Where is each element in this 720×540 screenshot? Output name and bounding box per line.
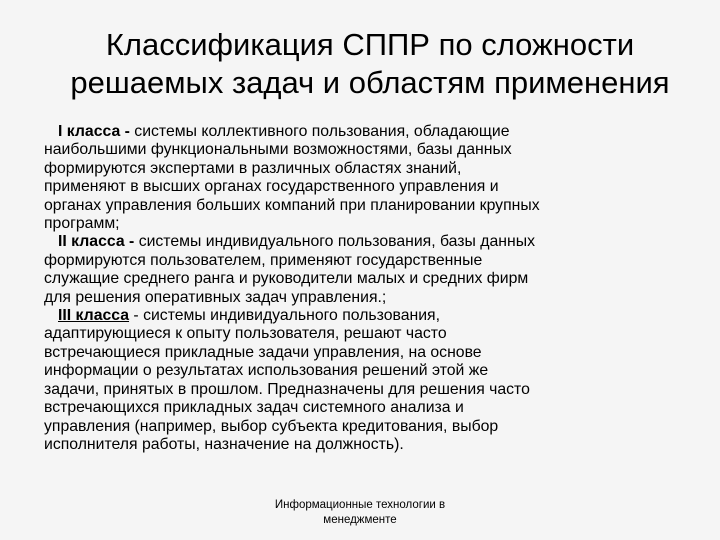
class-2-label: II класса	[58, 233, 125, 251]
class-2-text-line: системы индивидуального пользования, базы данных	[138, 233, 535, 251]
class-2-first-line	[44, 233, 704, 251]
class-1-separator: -	[120, 123, 135, 140]
class-3-separator: -	[129, 307, 144, 325]
class-3-text-line: системы индивидуального пользования,	[143, 307, 441, 325]
class-3-text-line: исполнителя работы, назначение на должность).	[44, 435, 404, 453]
footer-line-1: Информационные технологии в	[274, 499, 446, 511]
class-1-text-line: применяют в высших органах государственного управления и	[44, 178, 499, 196]
class-3-text-line: адаптирующиеся к опыту пользователя, решают часто	[44, 325, 447, 343]
class-1-text-line: формируются экспертами в различных областях знаний,	[44, 159, 462, 177]
class-3-text-line: задачи, принятых в прошлом. Предназначены для решения часто	[44, 380, 530, 398]
class-3-label: III класса	[58, 307, 130, 325]
class-3-text-line: управления (например, выбор субъекта кредитования, выбор	[44, 417, 499, 435]
class-2-text-line: для решения оперативных задач управления.;	[44, 288, 387, 306]
slide-body	[44, 123, 704, 454]
class-3-paragraph	[44, 307, 704, 454]
slide-title-line-1: Классификация СППР по сложности	[105, 27, 635, 62]
class-3-first-line	[44, 307, 704, 325]
slide-footer	[230, 498, 490, 528]
class-1-label: I класса	[58, 123, 121, 140]
class-1-paragraph	[44, 123, 704, 233]
class-2-text-line: служащие среднего ранга и руководители малых и средних фирм	[44, 270, 529, 288]
class-3-text-line: встречающиеся прикладные задачи управления, на основе	[44, 343, 482, 361]
class-1-text-line: системы коллективного пользования, обладающие	[134, 123, 510, 140]
class-2-text-line: формируются пользователем, применяют государственные	[44, 251, 483, 269]
class-1-text-line: наибольшими функциональными возможностями, базы данных	[44, 141, 512, 159]
class-2-paragraph	[44, 233, 704, 307]
class-1-text-line: органах управления больших компаний при планировании крупных	[44, 196, 540, 214]
class-1-text-line: программ;	[44, 215, 120, 233]
class-3-text-line: информации о результатах использования решений этой же	[44, 362, 489, 380]
class-3-text-line: встречающихся прикладных задач системного анализа и	[44, 399, 464, 417]
class-1-first-line	[44, 123, 704, 141]
slide-title-line-2: решаемых задач и областям применения	[70, 65, 670, 100]
slide-title	[40, 26, 700, 102]
class-2-separator: -	[124, 233, 139, 251]
footer-line-2: менеджменте	[323, 514, 397, 526]
